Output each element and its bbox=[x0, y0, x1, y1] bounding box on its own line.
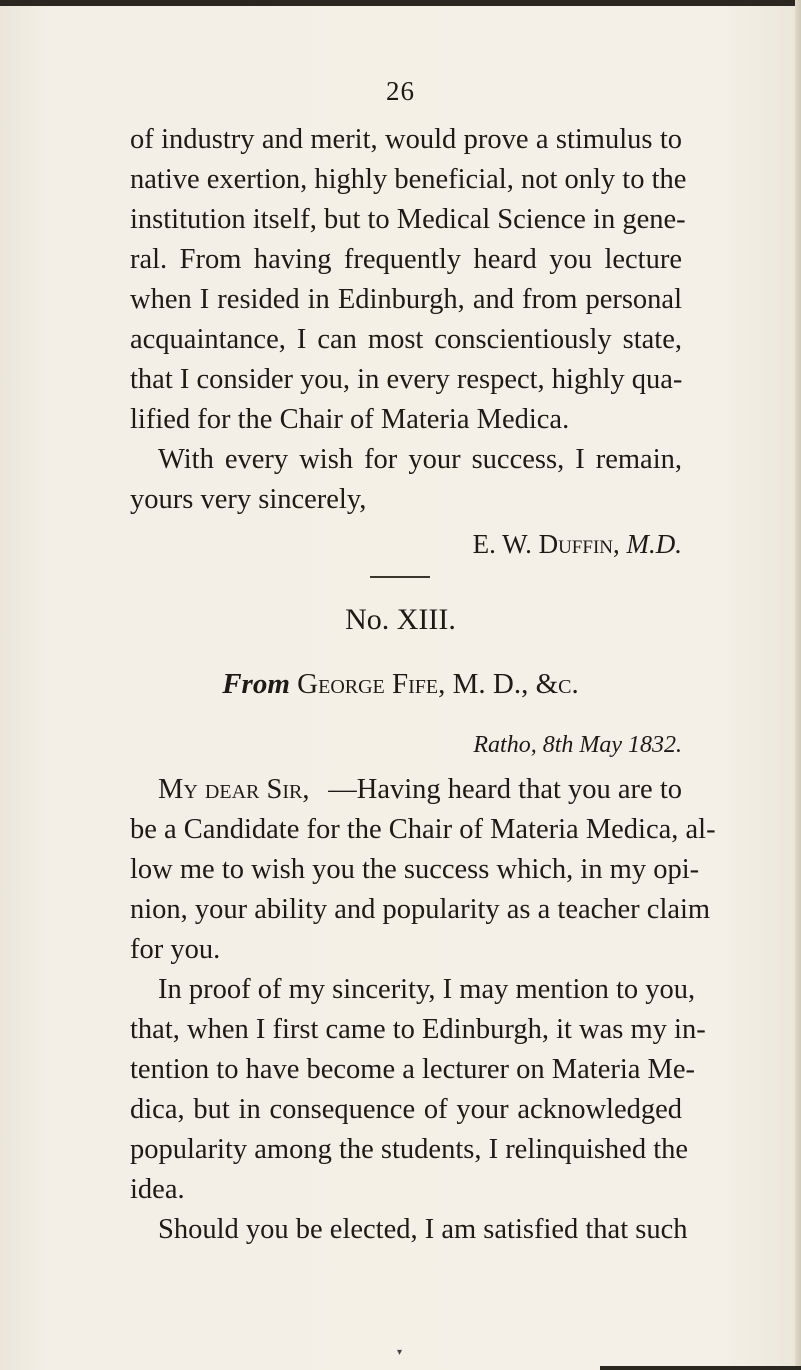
text-line: for you. bbox=[130, 934, 221, 965]
text-line: idea. bbox=[130, 1174, 185, 1205]
salutation: My dear Sir, bbox=[158, 774, 310, 805]
text-line: of industry and merit, would prove a stimulus to bbox=[130, 124, 682, 155]
letter-from-line bbox=[0, 668, 801, 701]
dateline-date: 8th May 1832. bbox=[542, 732, 682, 758]
text-line: when I resided in Edinburgh, and from personal bbox=[130, 284, 682, 315]
closing-line: yours very sincerely, bbox=[130, 484, 367, 515]
text-line: native exertion, highly beneficial, not only to the bbox=[130, 164, 687, 195]
text-line: In proof of my sincerity, I may mention to you, bbox=[158, 974, 696, 1005]
text-line: acquaintance, I can most conscientiously state, bbox=[130, 324, 682, 355]
signature-name: E. W. Duffin, bbox=[472, 529, 620, 559]
text-line: popularity among the students, I relinquished the bbox=[130, 1134, 689, 1165]
letter-number-heading: No. XIII. bbox=[345, 603, 456, 636]
text-line: that, when I first came to Edinburgh, it was my in- bbox=[130, 1014, 706, 1045]
text-line: institution itself, but to Medical Science in gene- bbox=[130, 204, 686, 235]
text-line: Should you be elected, I am satisfied that such bbox=[158, 1214, 688, 1245]
text-line: tention to have become a lecturer on Materia Me- bbox=[130, 1054, 696, 1085]
salutation-line bbox=[158, 773, 682, 807]
text-line: —Having heard that you are to bbox=[328, 774, 682, 805]
dateline-place: Ratho, bbox=[473, 732, 537, 758]
top-edge-rule bbox=[0, 0, 801, 6]
letter-dateline bbox=[130, 732, 682, 759]
signature bbox=[130, 527, 682, 561]
text-line: nion, your ability and popularity as a teacher claim bbox=[130, 894, 711, 925]
from-prefix: From bbox=[222, 668, 290, 700]
signature-title: M.D. bbox=[626, 529, 682, 559]
section-divider bbox=[370, 576, 430, 578]
text-line: lified for the Chair of Materia Medica. bbox=[130, 404, 570, 435]
text-line: low me to wish you the success which, in my opi- bbox=[130, 854, 700, 885]
page-number: 26 bbox=[386, 76, 415, 106]
text-line: that I consider you, in every respect, highly qua- bbox=[130, 364, 683, 395]
from-name: George Fife, M. D., &c. bbox=[297, 668, 579, 700]
text-line: ral. From having frequently heard you lecture bbox=[130, 244, 682, 275]
closing-line: With every wish for your success, I remain, bbox=[158, 444, 682, 475]
bottom-edge-rule bbox=[600, 1366, 801, 1370]
text-line: dica, but in consequence of your acknowledged bbox=[130, 1094, 682, 1125]
printer-mark-icon: ▾ bbox=[397, 1347, 403, 1358]
text-line: be a Candidate for the Chair of Materia Medica, al- bbox=[130, 814, 716, 845]
